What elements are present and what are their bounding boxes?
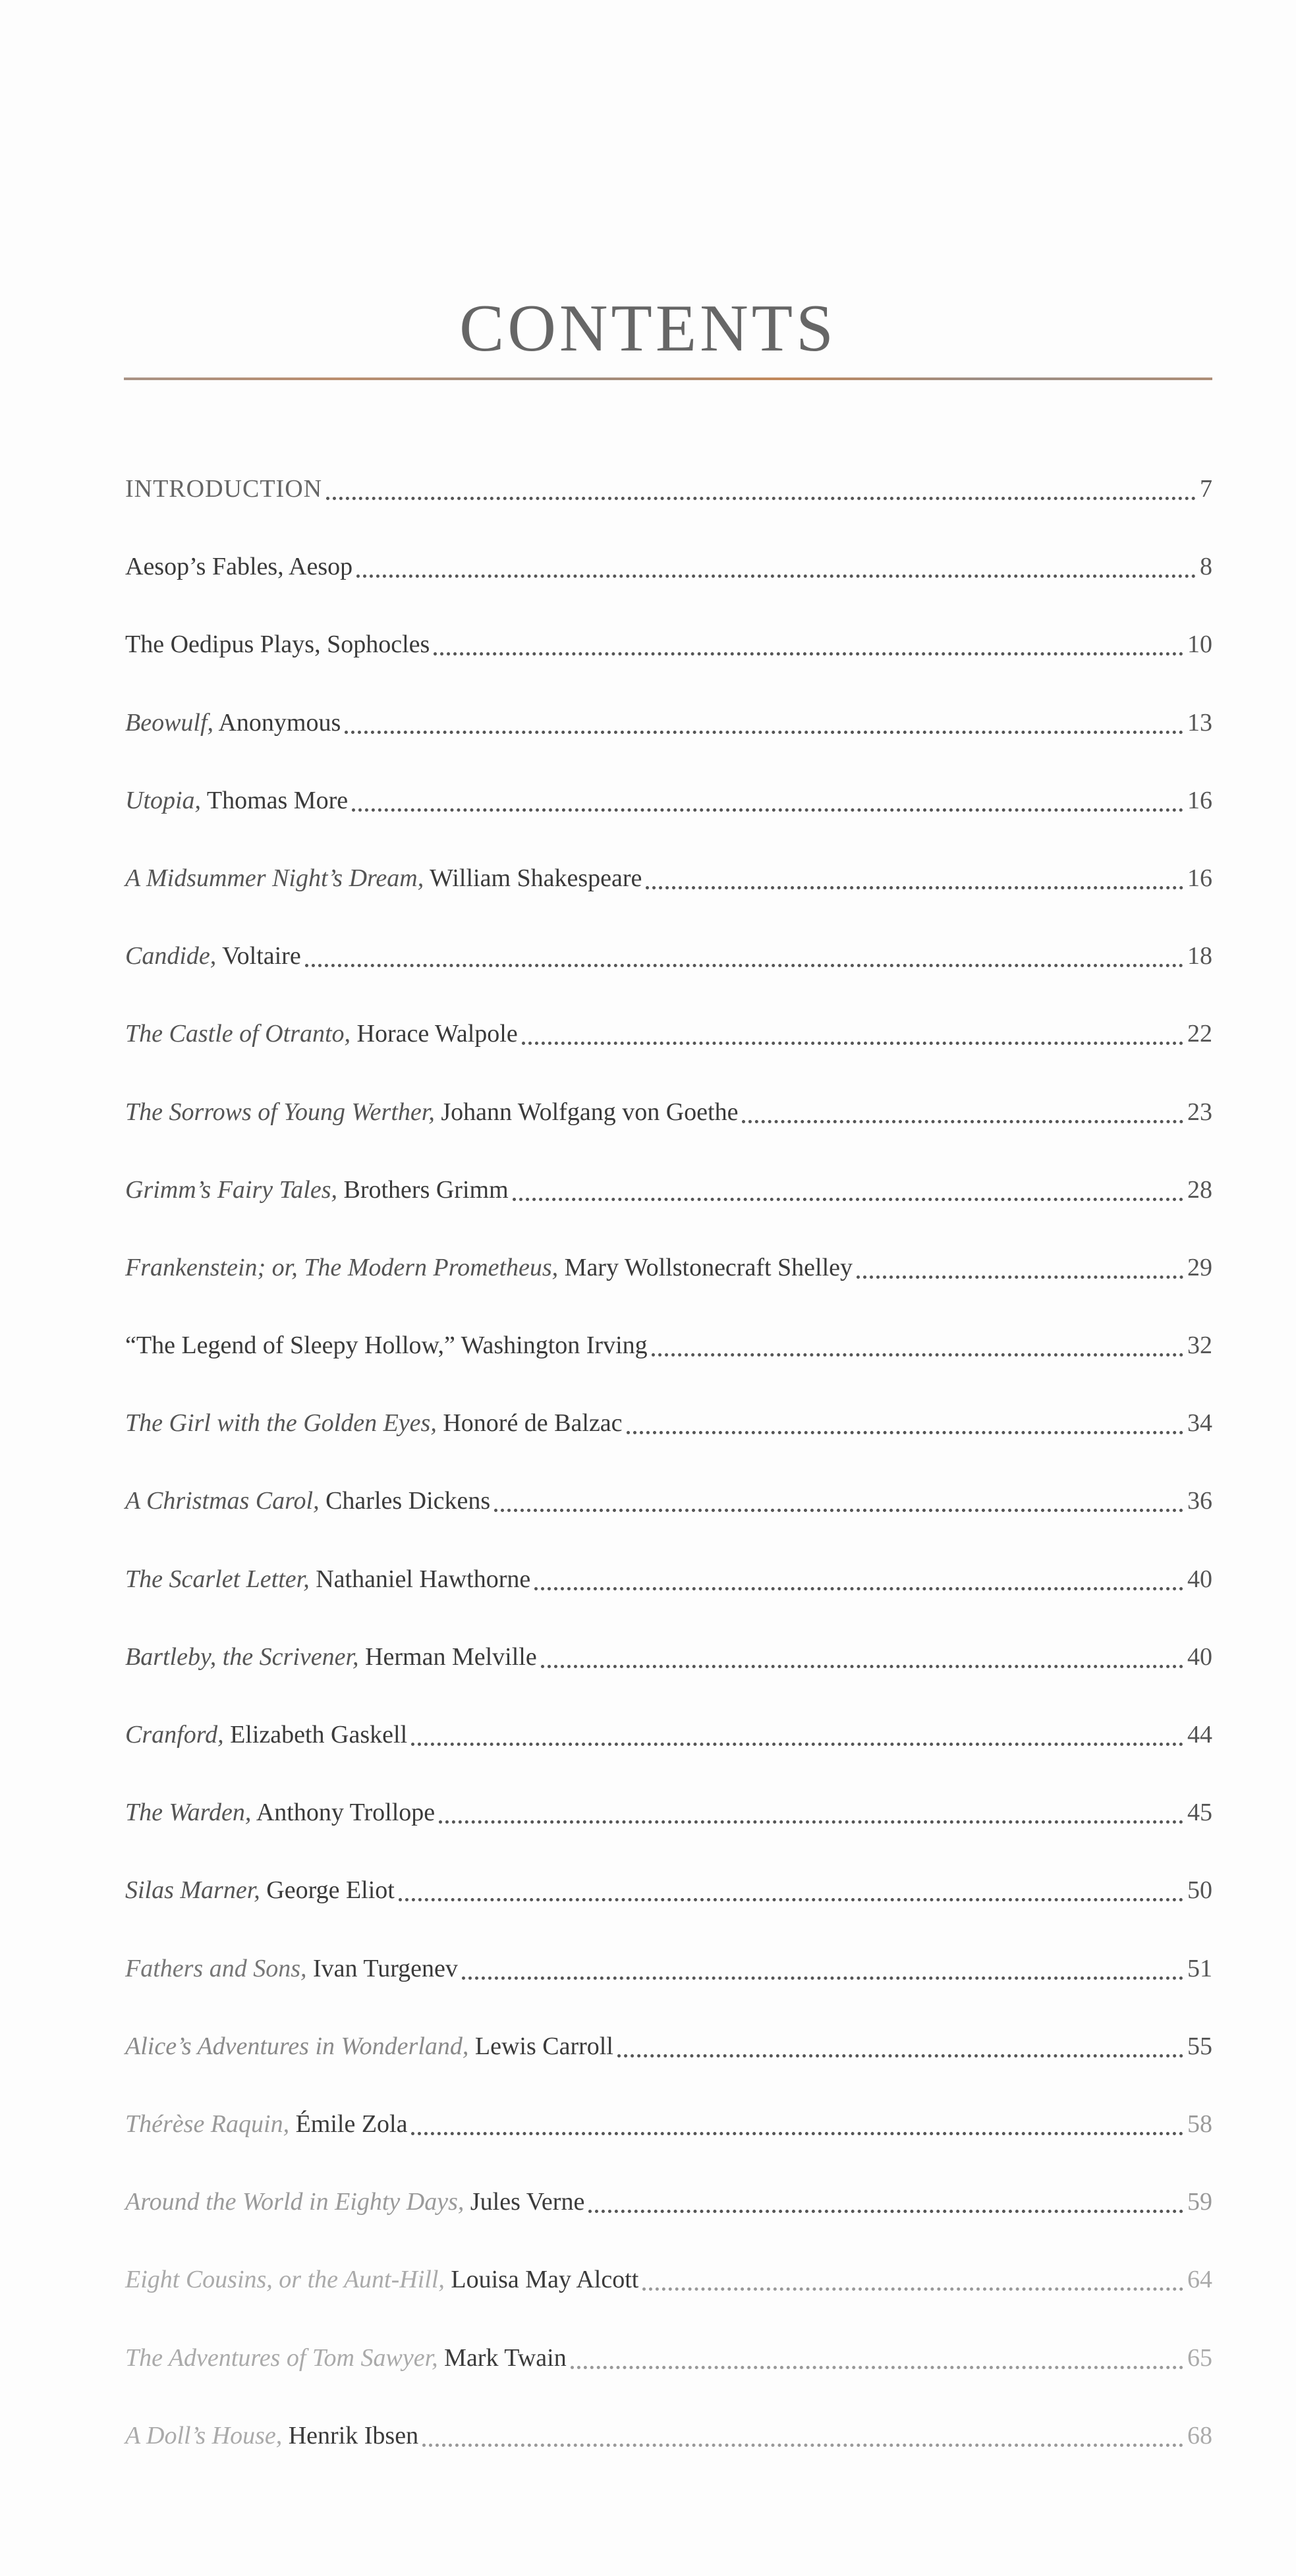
work-title: Frankenstein; or, The Modern Prometheus, <box>125 1253 559 1281</box>
work-title: Silas Marner, <box>125 1876 260 1905</box>
page-number: 36 <box>1187 1487 1212 1515</box>
dot-leader <box>646 858 1183 889</box>
toc-entry[interactable] <box>125 1559 1212 1637</box>
dot-leader <box>326 469 1196 500</box>
toc-entry[interactable] <box>125 1014 1212 1092</box>
entry-text: Honoré de Balzac <box>436 1409 623 1438</box>
dot-leader <box>439 1793 1183 1824</box>
entry-text: Anonymous <box>213 708 341 737</box>
page-number: 68 <box>1187 2421 1212 2450</box>
entry-text: Johann Wolfgang von Goethe <box>434 1098 739 1126</box>
entry-title <box>125 1949 458 1988</box>
entry-title <box>125 469 322 509</box>
entry-title <box>125 1014 518 1053</box>
entry-title <box>125 1248 853 1287</box>
dot-leader <box>434 625 1183 656</box>
dot-leader <box>411 1715 1183 1746</box>
entry-title <box>125 1326 648 1365</box>
page-number: 23 <box>1187 1098 1212 1126</box>
entry-title <box>125 1481 490 1521</box>
dot-leader <box>571 2338 1183 2369</box>
dot-leader <box>352 781 1183 812</box>
entry-text: William Shakespeare <box>424 864 642 892</box>
toc-entry[interactable] <box>125 1170 1212 1248</box>
toc-entry[interactable] <box>125 1870 1212 1948</box>
toc-entry[interactable] <box>125 2182 1212 2260</box>
dot-leader <box>522 1014 1183 1045</box>
entry-title <box>125 2416 418 2455</box>
page-number: 13 <box>1187 708 1212 737</box>
toc-entry[interactable] <box>125 781 1212 858</box>
entry-text: Aesop’s Fables, Aesop <box>125 553 353 581</box>
page-number: 58 <box>1187 2110 1212 2138</box>
work-title: The Adventures of Tom Sawyer, <box>125 2343 438 2372</box>
toc-entry[interactable] <box>125 1092 1212 1170</box>
dot-leader <box>513 1170 1183 1201</box>
page-number: 51 <box>1187 1954 1212 1982</box>
page-number: 65 <box>1187 2343 1212 2372</box>
entry-text: “The Legend of Sleepy Hollow,” Washington Irving <box>125 1331 648 1360</box>
entry-text: Émile Zola <box>289 2110 408 2138</box>
work-title: The Castle of Otranto, <box>125 1020 351 1048</box>
entry-text: Charles Dickens <box>319 1487 491 1515</box>
toc-entry[interactable] <box>125 1793 1212 1870</box>
dot-leader <box>857 1248 1183 1279</box>
work-title: A Doll’s House, <box>125 2421 283 2450</box>
dot-leader <box>588 2182 1183 2213</box>
entry-text: Mark Twain <box>437 2343 567 2372</box>
page-number: 64 <box>1187 2266 1212 2294</box>
page-number: 44 <box>1187 1721 1212 1749</box>
toc-entry[interactable] <box>125 1637 1212 1715</box>
work-title: Fathers and Sons, <box>125 1954 307 1982</box>
toc-entry[interactable] <box>125 2027 1212 2104</box>
entry-text: Ivan Turgenev <box>306 1954 458 1982</box>
entry-text: Henrik Ibsen <box>282 2421 419 2450</box>
entry-text: Nathaniel Hawthorne <box>309 1565 531 1593</box>
entry-text: Louisa May Alcott <box>444 2266 639 2294</box>
toc-entry[interactable] <box>125 547 1212 625</box>
page-title: CONTENTS <box>459 291 837 366</box>
toc-entry[interactable] <box>125 1248 1212 1326</box>
entry-text: Anthony Trollope <box>251 1799 436 1827</box>
entry-title <box>125 2182 584 2222</box>
entry-title <box>125 858 642 898</box>
entry-title <box>125 2104 407 2144</box>
work-title: Bartleby, the Scrivener, <box>125 1642 359 1671</box>
dot-leader <box>422 2416 1183 2447</box>
work-title: Utopia, <box>125 786 202 814</box>
entry-title <box>125 625 430 664</box>
entry-title <box>125 781 348 820</box>
dot-leader <box>642 2260 1183 2291</box>
dot-leader <box>399 1870 1183 1901</box>
entry-text: Voltaire <box>216 942 301 970</box>
page-number: 32 <box>1187 1331 1212 1360</box>
work-title: Cranford, <box>125 1721 224 1749</box>
title-rule <box>124 378 1212 380</box>
dot-leader <box>411 2104 1183 2135</box>
page-number: 55 <box>1187 2032 1212 2060</box>
work-title: Alice’s Adventures in Wonderland, <box>125 2032 469 2060</box>
toc-entry[interactable] <box>125 1403 1212 1481</box>
entry-text: Mary Wollstonecraft Shelley <box>558 1253 853 1281</box>
entry-text: INTRODUCTION <box>125 475 323 503</box>
work-title: The Warden, <box>125 1799 252 1827</box>
entry-text: The Oedipus Plays, Sophocles <box>125 630 430 659</box>
entry-text: Lewis Carroll <box>468 2032 613 2060</box>
toc-entry[interactable] <box>125 1715 1212 1793</box>
work-title: Beowulf, <box>125 708 214 737</box>
page-number: 34 <box>1187 1409 1212 1438</box>
toc-entry[interactable] <box>125 625 1212 702</box>
toc-entry[interactable] <box>125 703 1212 781</box>
entry-title <box>125 1403 623 1443</box>
toc-entry[interactable] <box>125 858 1212 936</box>
dot-leader <box>627 1403 1183 1434</box>
entry-title <box>125 1715 407 1754</box>
entry-title <box>125 2260 638 2299</box>
page-number: 59 <box>1187 2188 1212 2216</box>
toc-entry[interactable] <box>125 2416 1212 2494</box>
entry-title <box>125 2027 613 2066</box>
entry-title <box>125 936 301 976</box>
toc-entry[interactable] <box>125 469 1212 547</box>
dot-leader <box>356 547 1196 578</box>
entry-text: Herman Melville <box>358 1642 537 1671</box>
work-title: Candide, <box>125 942 217 970</box>
entry-title <box>125 1092 738 1132</box>
entry-title <box>125 1170 509 1210</box>
page-number: 16 <box>1187 786 1212 814</box>
toc-entry[interactable] <box>125 1326 1212 1403</box>
dot-leader <box>494 1481 1183 1512</box>
work-title: The Scarlet Letter, <box>125 1565 310 1593</box>
entry-title <box>125 2338 567 2378</box>
work-title: Around the World in Eighty Days, <box>125 2188 465 2216</box>
dot-leader <box>742 1092 1183 1123</box>
page-number: 40 <box>1187 1565 1212 1593</box>
work-title: The Girl with the Golden Eyes, <box>125 1409 437 1438</box>
entry-title <box>125 547 352 586</box>
page-number: 8 <box>1200 553 1212 581</box>
entry-text: Brothers Grimm <box>337 1175 509 1204</box>
page-number: 16 <box>1187 864 1212 892</box>
page-number: 29 <box>1187 1253 1212 1281</box>
entry-text: Jules Verne <box>464 2188 585 2216</box>
dot-leader <box>534 1559 1183 1590</box>
dot-leader <box>617 2027 1183 2058</box>
table-of-contents <box>125 469 1212 2494</box>
entry-title <box>125 703 341 742</box>
entry-text: Horace Walpole <box>351 1020 518 1048</box>
dot-leader <box>305 936 1183 967</box>
page-number: 50 <box>1187 1876 1212 1905</box>
toc-entry[interactable] <box>125 2338 1212 2416</box>
work-title: The Sorrows of Young Werther, <box>125 1098 435 1126</box>
page-number: 45 <box>1187 1799 1212 1827</box>
dot-leader <box>345 703 1183 734</box>
page-number: 22 <box>1187 1020 1212 1048</box>
entry-title <box>125 1559 530 1599</box>
page-number: 10 <box>1187 630 1212 659</box>
work-title: A Midsummer Night’s Dream, <box>125 864 424 892</box>
page-number: 28 <box>1187 1175 1212 1204</box>
page-number: 7 <box>1200 475 1212 503</box>
toc-entry[interactable] <box>125 2260 1212 2338</box>
dot-leader <box>652 1326 1183 1357</box>
dot-leader <box>462 1949 1183 1980</box>
work-title: Thérèse Raquin, <box>125 2110 290 2138</box>
entry-text: Elizabeth Gaskell <box>223 1721 408 1749</box>
entry-text: Thomas More <box>201 786 349 814</box>
toc-entry[interactable] <box>125 1949 1212 2027</box>
entry-text: George Eliot <box>260 1876 395 1905</box>
entry-title <box>125 1870 395 1910</box>
entry-title <box>125 1637 537 1677</box>
toc-entry[interactable] <box>125 1481 1212 1559</box>
entry-title <box>125 1793 435 1832</box>
dot-leader <box>541 1637 1183 1668</box>
work-title: Eight Cousins, or the Aunt-Hill, <box>125 2266 445 2294</box>
toc-entry[interactable] <box>125 936 1212 1014</box>
toc-entry[interactable] <box>125 2104 1212 2182</box>
page-number: 18 <box>1187 942 1212 970</box>
work-title: Grimm’s Fairy Tales, <box>125 1175 337 1204</box>
page-number: 40 <box>1187 1642 1212 1671</box>
work-title: A Christmas Carol, <box>125 1487 320 1515</box>
